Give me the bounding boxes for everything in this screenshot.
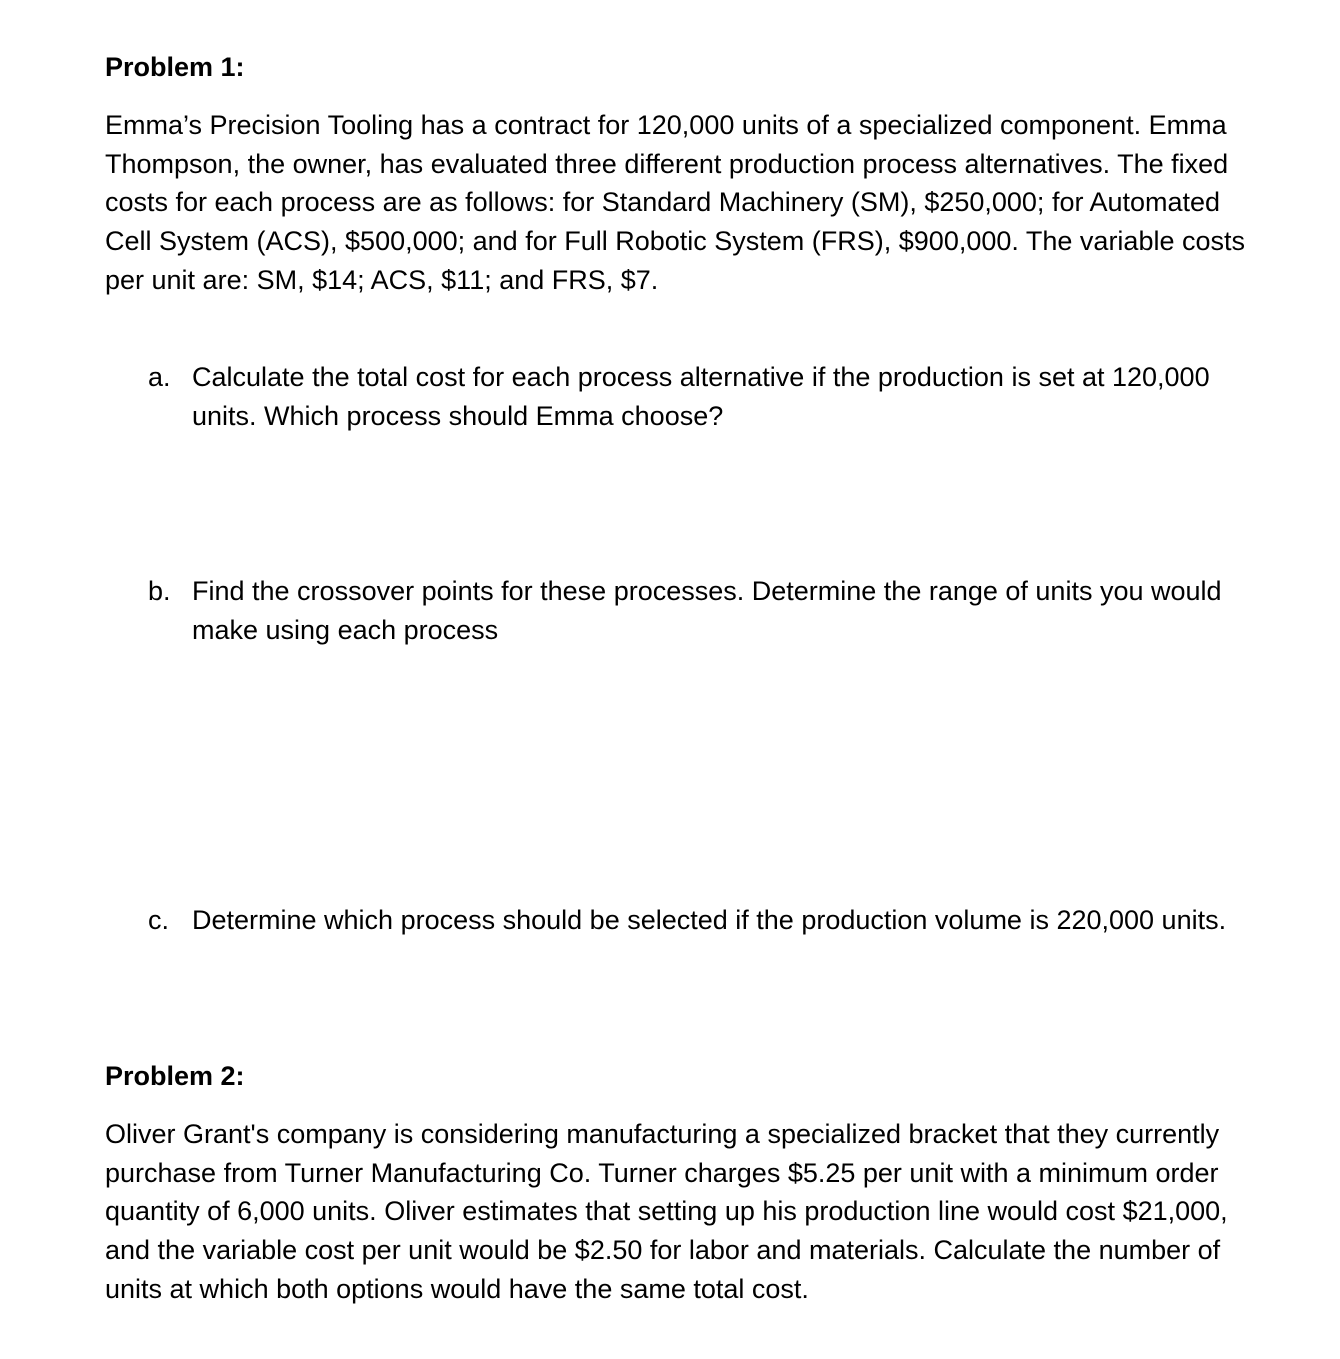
problem-2-description: Oliver Grant's company is considering manufacturing a specialized bracket that they currently purchase from Turner Manufacturing Co. Turner charges $5.25 per unit with a minimum order quantity of 6,000 units. Oliver estimates that setting up his production line would cost $21,000, and the variable cost per unit would be $2.50 for labor and materials. Calculate the number of units at which both options would have the same total cost. (105, 1119, 1228, 1304)
question-b (148, 572, 1258, 649)
question-c-text: Determine which process should be selected if the production volume is 220,000 units. (192, 905, 1227, 935)
problem-1-heading: Problem 1: (105, 52, 245, 82)
question-a-text: Calculate the total cost for each process alternative if the production is set at 120,000 units. Which process should Emma choose? (192, 362, 1210, 431)
question-a-marker: a. (148, 362, 171, 392)
question-a (148, 358, 1258, 435)
question-c-marker: c. (148, 905, 170, 935)
problem-2-heading: Problem 2: (105, 1061, 245, 1091)
problem-1-description: Emma’s Precision Tooling has a contract for 120,000 units of a specialized component. Emma Thompson, the owner, has evaluated three different production process alternatives. The fixed costs for each process are as follows: for Standard Machinery (SM), $250,000; for Automated Cell System (ACS), $500,000; and for Full Robotic System (FRS), $900,000. The variable costs per unit are: SM, $14; ACS, $11; and FRS, $7. (105, 110, 1245, 295)
question-b-marker: b. (148, 576, 171, 606)
question-c (148, 901, 1258, 940)
question-b-text: Find the crossover points for these processes. Determine the range of units you would make using each process (192, 576, 1222, 645)
